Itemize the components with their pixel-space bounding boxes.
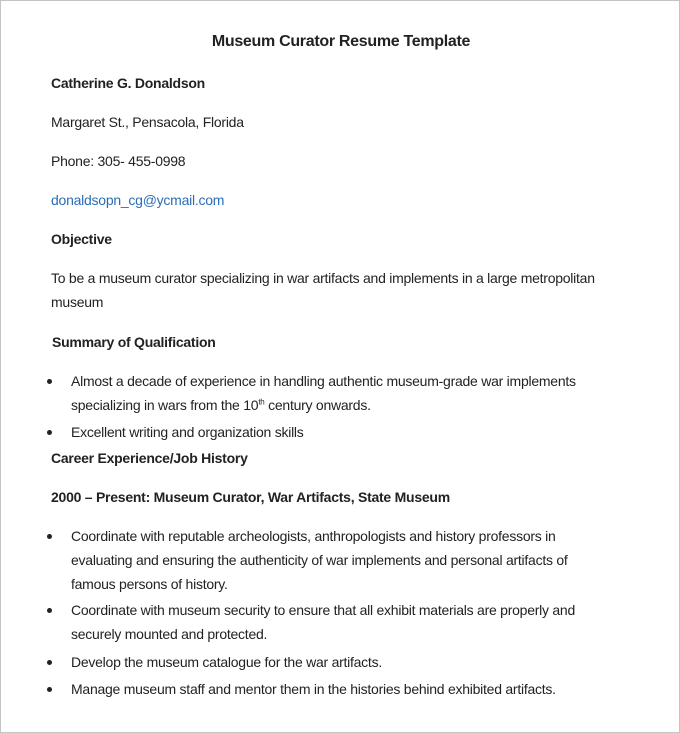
list-item xyxy=(45,650,605,674)
bullet-icon xyxy=(47,687,52,692)
item-text: century onwards. xyxy=(264,397,371,413)
list-item xyxy=(45,598,605,646)
job-title: 2000 – Present: Museum Curator, War Artifacts, State Museum xyxy=(51,489,450,505)
list-item xyxy=(45,524,605,596)
item-text: Coordinate with museum security to ensure that all exhibit materials are properly and securely mounted and protected. xyxy=(71,602,576,642)
objective-heading: Objective xyxy=(51,231,112,247)
phone: Phone: 305- 455-0998 xyxy=(51,153,186,169)
superscript: th xyxy=(258,397,265,407)
item-text: Coordinate with reputable archeologists, anthropologists and history professors in evaluating and ensuring the authenticity of war implements and personal artifacts of famous persons of history. xyxy=(71,528,568,592)
item-text: Manage museum staff and mentor them in the histories behind exhibited artifacts. xyxy=(71,681,556,697)
bullet-icon xyxy=(47,534,52,539)
summary-list xyxy=(45,369,615,444)
duties-list xyxy=(45,524,605,701)
email-link[interactable]: donaldsopn_cg@ycmail.com xyxy=(51,192,225,208)
bullet-icon xyxy=(47,430,52,435)
bullet-icon xyxy=(47,608,52,613)
bullet-icon xyxy=(47,660,52,665)
bullet-icon xyxy=(47,379,52,384)
item-text: Almost a decade of experience in handling authentic museum-grade war implements specializing in wars from the 10 xyxy=(71,373,576,413)
candidate-name: Catherine G. Donaldson xyxy=(51,75,205,91)
document-title: Museum Curator Resume Template xyxy=(211,33,471,50)
item-text: Develop the museum catalogue for the war artifacts. xyxy=(71,654,382,670)
list-item xyxy=(45,677,605,701)
item-text: Excellent writing and organization skills xyxy=(71,424,304,440)
list-item xyxy=(45,369,615,417)
summary-heading: Summary of Qualification xyxy=(52,334,216,350)
objective-text: To be a museum curator specializing in war artifacts and implements in a large metropolitan museum xyxy=(51,270,595,310)
career-heading: Career Experience/Job History xyxy=(51,450,248,466)
list-item xyxy=(45,420,615,444)
address: Margaret St., Pensacola, Florida xyxy=(51,114,244,130)
